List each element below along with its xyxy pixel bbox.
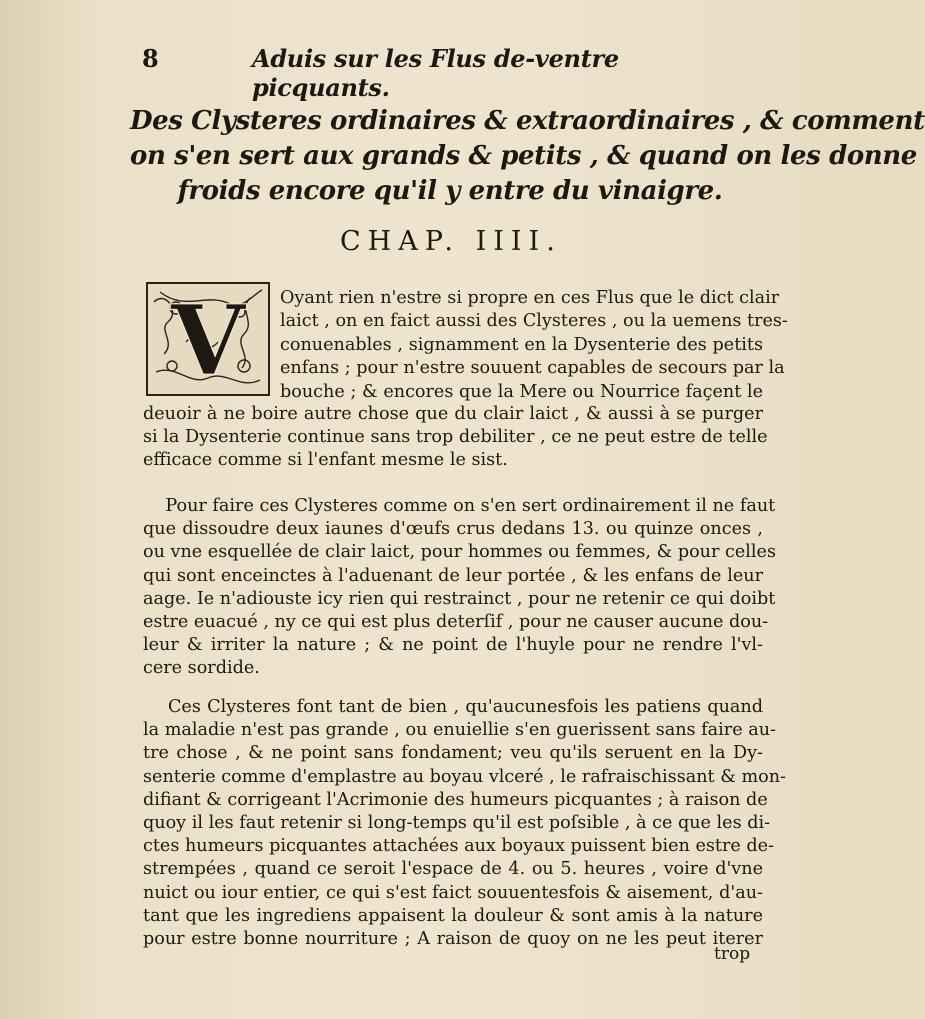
text-line: bouche ; & encores que la Mere ou Nourrice façent le	[280, 381, 763, 402]
text-line: ou vne esquellée de clair laict, pour hommes ou femmes, & pour celles	[143, 542, 776, 563]
text-line: leur & irriter la nature ; & ne point de l'huyle pour ne rendre l'vl-	[143, 635, 763, 656]
text-line: si la Dysenterie continue sans trop debiliter , ce ne peut estre de telle	[143, 427, 768, 448]
text-line: tant que les ingrediens appaisent la douleur & sont amis à la nature	[143, 905, 763, 926]
text-line: laict , on en faict aussi des Clysteres , ou la uemens tres-	[280, 311, 788, 332]
text-line: cere sordide.	[143, 658, 260, 679]
text-line: senterie comme d'emplastre au boyau vlceré , le rafraischissant & mon-	[143, 766, 787, 787]
dropcap-letter: V	[170, 284, 246, 397]
text-line: quoy il les faut retenir si long-temps qu'il est poſsible , à ce que les di-	[143, 813, 771, 834]
heading-line: Des Clysteres ordinaires & extraordinaires , & comment	[130, 106, 925, 136]
text-line: que dissoudre deux iaunes d'œufs crus dedans 13. ou quinze onces ,	[143, 519, 763, 540]
text-line: Ces Clysteres font tant de bien , qu'aucunesfois les patiens quand	[143, 697, 763, 717]
text-line: deuoir à ne boire autre chose que du clair laict , & aussi à se purger	[143, 404, 763, 424]
text-line: tre chose , & ne point sans fondament; veu qu'ils seruent en la Dy-	[143, 743, 763, 764]
running-title: Aduis sur les Flus de-ventre picquants.	[252, 44, 619, 102]
page-number: 8	[142, 44, 159, 73]
text-line: aage. Ie n'adiouste icy rien qui restrainct , pour ne retenir ce qui doibt	[143, 588, 776, 609]
chapter-heading	[130, 104, 925, 209]
text-line: conuenables , signamment en la Dysenterie des petits	[280, 334, 763, 355]
chapter-number: CHAP. IIII.	[340, 226, 562, 257]
text-line: enfans ; pour n'estre souuent capables de secours par la	[280, 358, 785, 379]
text-line: qui sont enceinctes à l'aduenant de leur portée , & les enfans de leur	[143, 565, 763, 586]
text-line: estre euacué , ny ce qui est plus deterſif , pour ne causer aucune dou-	[143, 612, 769, 633]
text-line: strempées , quand ce seroit l'espace de 4. ou 5. heures , voire d'vne	[143, 859, 763, 880]
text-line: la maladie n'est pas grande , ou enuiellie s'en guerissent sans faire au-	[143, 720, 776, 741]
text-line: ctes humeurs picquantes attachées aux boyaux puissent bien estre de-	[143, 836, 775, 857]
paragraph-2	[143, 495, 776, 681]
paragraph-3	[143, 696, 787, 951]
paragraph-1-continuation	[143, 403, 768, 473]
catchword: trop	[714, 944, 751, 964]
dropcap-ornament-icon	[146, 282, 270, 396]
text-line: difiant & corrigeant l'Acrimonie des humeurs picquantes ; à raison de	[143, 789, 768, 810]
heading-line: on s'en sert aux grands & petits , & quand on les donne	[130, 141, 917, 171]
text-line: pour estre bonne nourriture ; A raison de quoy on ne les peut iterer	[143, 929, 763, 950]
paragraph-1-opening	[280, 287, 788, 404]
text-line: Oyant rien n'estre si propre en ces Flus que le dict clair	[280, 288, 780, 308]
running-head	[142, 44, 760, 102]
text-line: Pour faire ces Clysteres comme on s'en sert ordinairement il ne faut	[143, 496, 776, 516]
heading-line: froids encore qu'il y entre du vinaigre.	[177, 176, 723, 206]
text-line: nuict ou iour entier, ce qui s'est faict souuentesfois & aisement, d'au-	[143, 882, 763, 903]
text-line: efficace comme si l'enfant mesme le sist.	[143, 450, 508, 471]
